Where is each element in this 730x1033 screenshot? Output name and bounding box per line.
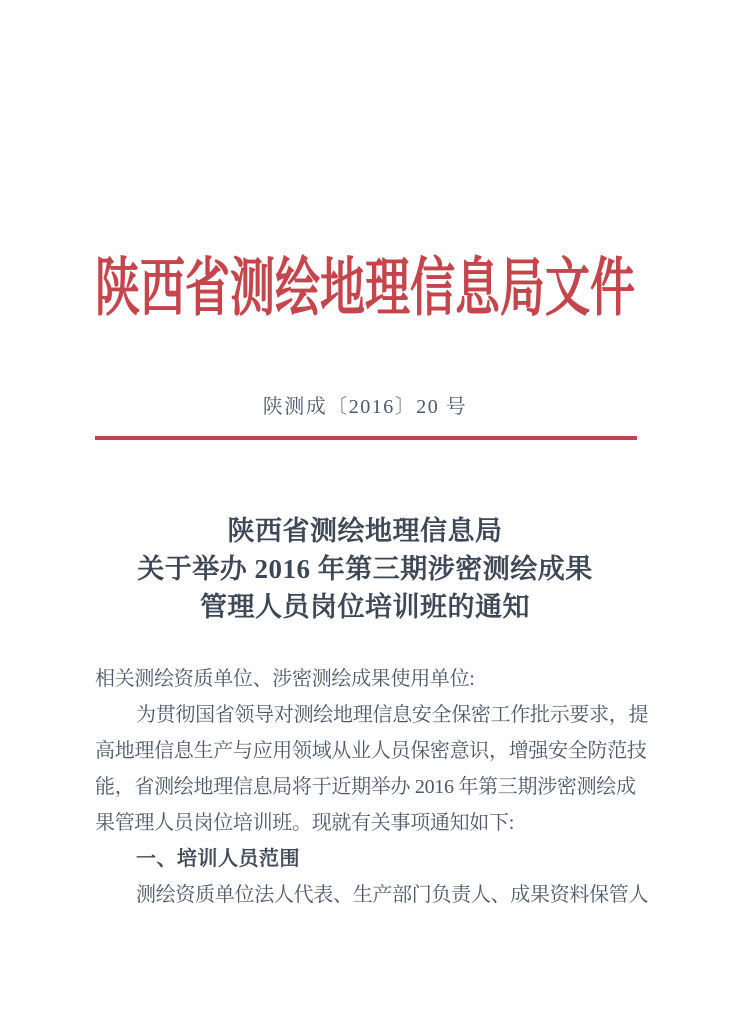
paragraph-line-2: 高地理信息生产与应用领域从业人员保密意识，增强安全防范技 — [95, 740, 647, 762]
section-first-line: 测绘资质单位法人代表、生产部门负责人、成果资料保管人 — [136, 884, 649, 906]
notice-title-line-1: 陕西省测绘地理信息局 — [227, 516, 503, 546]
red-masthead-title: 陕西省测绘地理信息局文件 — [94, 252, 635, 324]
salutation-line: 相关测绘资质单位、涉密测绘成果使用单位: — [95, 668, 475, 690]
document-body — [95, 661, 649, 913]
paragraph-line-4: 果管理人员岗位培训班。现就有关事项通知如下: — [95, 812, 514, 834]
paragraph-line-3: 能，省测绘地理信息局将于近期举办 2016 年第三期涉密测绘成 — [95, 776, 636, 798]
paragraph-line-1: 为贯彻国省领导对测绘地理信息安全保密工作批示要求，提 — [136, 704, 649, 726]
red-divider-line — [95, 436, 637, 440]
notice-title-line-3: 管理人员岗位培训班的通知 — [200, 592, 530, 622]
notice-title-line-2: 关于举办 2016 年第三期涉密测绘成果 — [137, 554, 593, 584]
notice-title — [0, 512, 730, 626]
section-heading: 一、培训人员范围 — [136, 848, 300, 870]
document-number: 陕测成〔2016〕20 号 — [262, 396, 468, 418]
